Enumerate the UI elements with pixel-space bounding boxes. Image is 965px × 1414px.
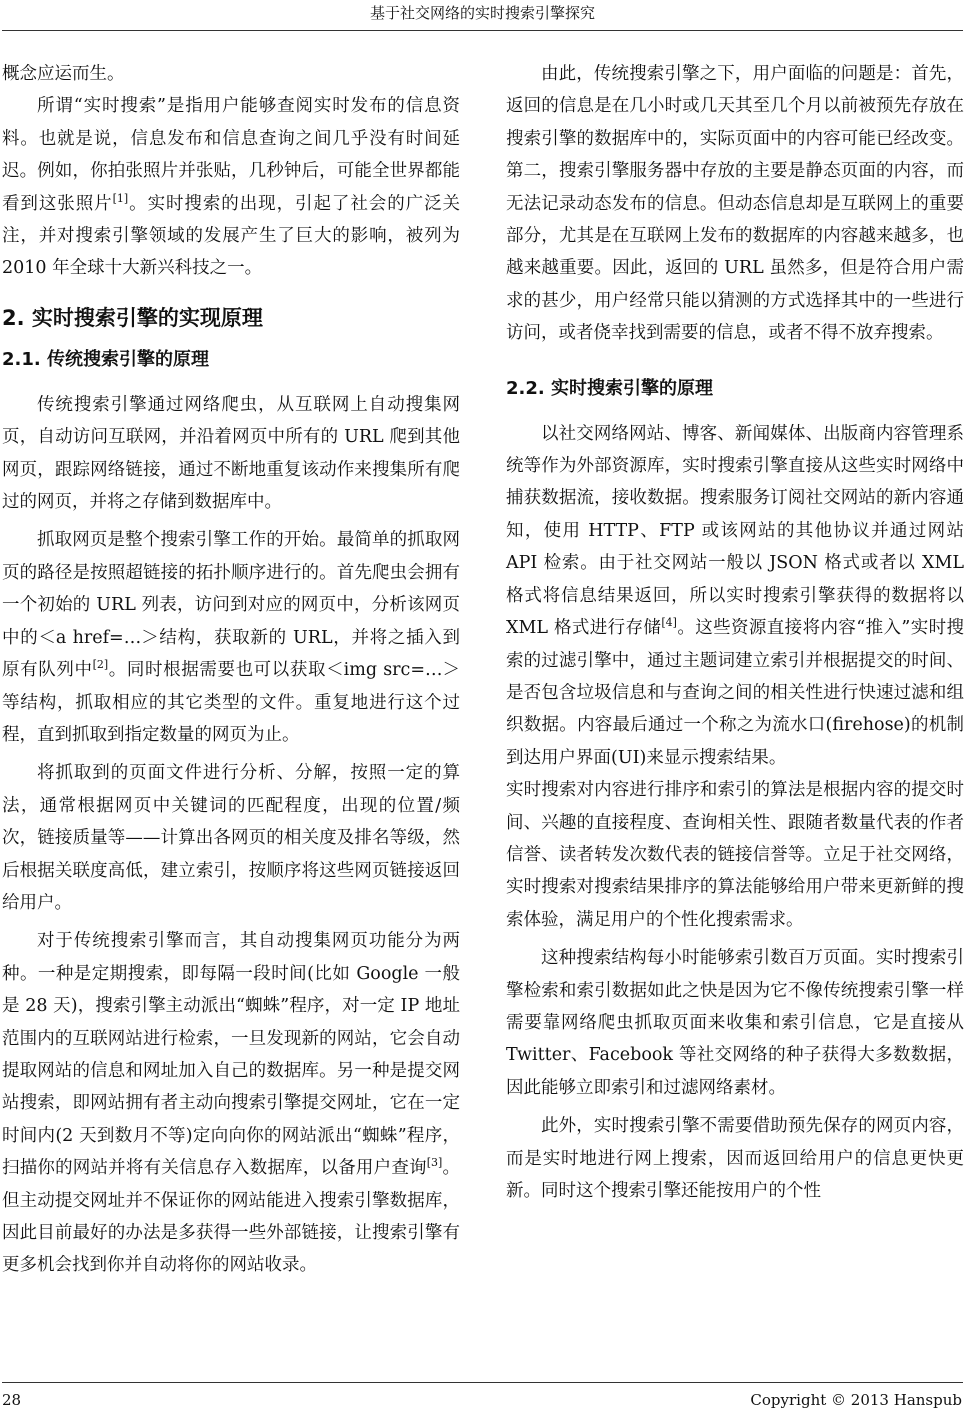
paragraph-freshness: 此外，实时搜索引擎不需要借助预先保存的网页内容，而是实时地进行网上搜索，因而返回给用户的信息更快更新。同时这个搜索引擎还能按用户的个性 bbox=[506, 1116, 964, 1201]
paragraph-collection-modes bbox=[2, 925, 460, 1281]
header-rule bbox=[2, 30, 963, 31]
paragraph-crawler: 传统搜索引擎通过网络爬虫，从互联网上自动搜集网页，自动访问互联网，并沿着网页中所有的 URL 爬到其他网页，跟踪网络链接，通过不断地重复该动作来搜集所有爬过的网页，并将之存储到数据库中。 bbox=[2, 394, 460, 513]
paragraph-indexing-speed: 这种搜索结构每小时能够索引数百万页面。实时搜索引擎检索和索引数据如此之快是因为它不像传统搜索引擎一样需要靠网络爬虫抓取页面来收集和索引信息，它是直接从 Twitter、Facebook 等社交网络的种子获得大多数数据，因此能够立即索引和过滤网络素材。 bbox=[506, 948, 964, 1098]
citation-ref[interactable]: [1] bbox=[112, 191, 129, 205]
subsection-heading: 2.1. 传统搜索引擎的原理 bbox=[2, 348, 209, 370]
paragraph-realtime-principle bbox=[506, 418, 964, 774]
footer-rule bbox=[2, 1382, 963, 1383]
paragraph-intro-end: 概念应运而生。 bbox=[2, 64, 125, 84]
paragraph-traditional-problems: 由此，传统搜索引擎之下，用户面临的问题是：首先，返回的信息是在几小时或几天其至几个月以前被预先存放在搜索引擎的数据库中的，实际页面中的内容可能已经改变。第二，搜索引擎服务器中存放的主要是静态页面的内容，而无法记录动态发布的信息。但动态信息却是互联网上的重要部分，尤其是在互联网上发布的数据库的内容越来越多，也越来越重要。因此，返回的 URL 虽然多，但是符合用户需求的甚少，用户经常只能以猜测的方式选择其中的一些进行访问，或者侥幸找到需要的信息，或者不得不放弃搜索。 bbox=[506, 64, 964, 344]
paragraph-text: 。这些资源直接将内容“推入”实时搜索的过滤引擎中，通过主题词建立索引并根据提交的时间、是否包含垃圾信息和与查询之间的相关性进行快速过滤和组织数据。内容最后通过一个称之为流水口(firehose)的机制到达用户界面(UI)来显示搜索结果。 bbox=[506, 618, 964, 768]
paragraph-ranking: 将抓取到的页面文件进行分析、分解，按照一定的算法，通常根据网页中关键词的匹配程度，出现的位置/频次，链接质量等——计算出各网页的相关度及排名等级，然后根据关联度高低，建立索引，按顺序将这些网页链接返回给用户。 bbox=[2, 763, 460, 913]
paragraph-crawling bbox=[2, 524, 460, 751]
section-heading: 2. 实时搜索引擎的实现原理 bbox=[2, 305, 263, 330]
paragraph-ranking-algorithm: 实时搜索对内容进行排序和索引的算法是根据内容的提交时间、兴趣的直接程度、查询相关性、跟随者数量代表的作者信誉、读者转发次数代表的链接信誉等。立足于社交网络，实时搜索对搜索结果排序的算法能够给用户带来更新鲜的搜索体验，满足用户的个性化搜索需求。 bbox=[506, 780, 964, 930]
paragraph-realtime-search-definition bbox=[2, 90, 460, 284]
right-column bbox=[506, 58, 964, 1207]
citation-ref[interactable]: [4] bbox=[661, 616, 677, 630]
paragraph-text: 。实时搜索的出现，引起了社会的广泛关注，并对搜索引擎领域的发展产生了巨大的影响，被列为 2010 年全球十大新兴科技之一。 bbox=[2, 193, 461, 279]
left-column bbox=[2, 58, 460, 1282]
citation-ref[interactable]: [3] bbox=[426, 1156, 443, 1170]
running-header: 基于社交网络的实时搜索引擎探究 bbox=[369, 4, 595, 22]
subsection-heading: 2.2. 实时搜索引擎的原理 bbox=[506, 377, 713, 399]
paragraph-text: 对于传统搜索引擎而言，其自动搜集网页功能分为两种。一种是定期搜索，即每隔一段时间(比如 Google 一般是 28 天)，搜索引擎主动派出“蜘蛛”程序，对一定 IP 地址范围内的互联网站进行检索，一旦发现新的网站，它会自动提取网站的信息和网址加入自己的数据库。另一种是提交网站搜索，即网站拥有者主动向搜索引擎提交网址，它在一定时间内(2 天到数月不等)定向向你的网站派出“蜘蛛”程序，扫描你的网站并将有关信息存入数据库，以备用户查询 bbox=[2, 931, 460, 1179]
paragraph-text: 。但主动提交网址并不保证你的网站能进入搜索引擎数据库，因此目前最好的办法是多获得一些外部链接，让搜索引擎有更多机会找到你并自动将你的网站收录。 bbox=[2, 1158, 461, 1276]
paragraph-text: 。同时根据需要也可以获取＜img src=…＞等结构，抓取相应的其它类型的文件。重复地进行这个过程，直到抓取到指定数量的网页为止。 bbox=[2, 660, 461, 745]
page-number: 28 bbox=[2, 1391, 22, 1409]
paragraph-text: 所谓“实时搜索”是指用户能够查阅实时发布的信息资料。也就是说，信息发布和信息查询之间几乎没有时间延迟。例如，你拍张照片并张贴，几秒钟后，可能全世界都能看到这张照片 bbox=[2, 96, 460, 214]
paragraph-text: 抓取网页是整个搜索引擎工作的开始。最简单的抓取网页的路径是按照超链接的拓扑顺序进行的。首先爬虫会拥有一个初始的 URL 列表，访问到对应的网页中，分析该网页中的＜a href=…＞结构，获取新的 URL，并将之插入到原有队列中 bbox=[2, 530, 460, 681]
citation-ref[interactable]: [2] bbox=[92, 658, 109, 672]
copyright-notice: Copyright © 2013 Hanspub bbox=[750, 1391, 962, 1409]
paragraph-text: 以社交网络网站、博客、新闻媒体、出版商内容管理系统等作为外部资源库，实时搜索引擎直接从这些实时网络中捕获数据流，接收数据。搜索服务订阅社交网站的新内容通知，使用 HTTP、FTP 或该网站的其他协议并通过网站 API 检索。由于社交网站一般以 JSON 格式或者以 XML 格式将信息结果返回，所以实时搜索引擎获得的数据将以 XML 格式进行存储 bbox=[506, 423, 964, 639]
